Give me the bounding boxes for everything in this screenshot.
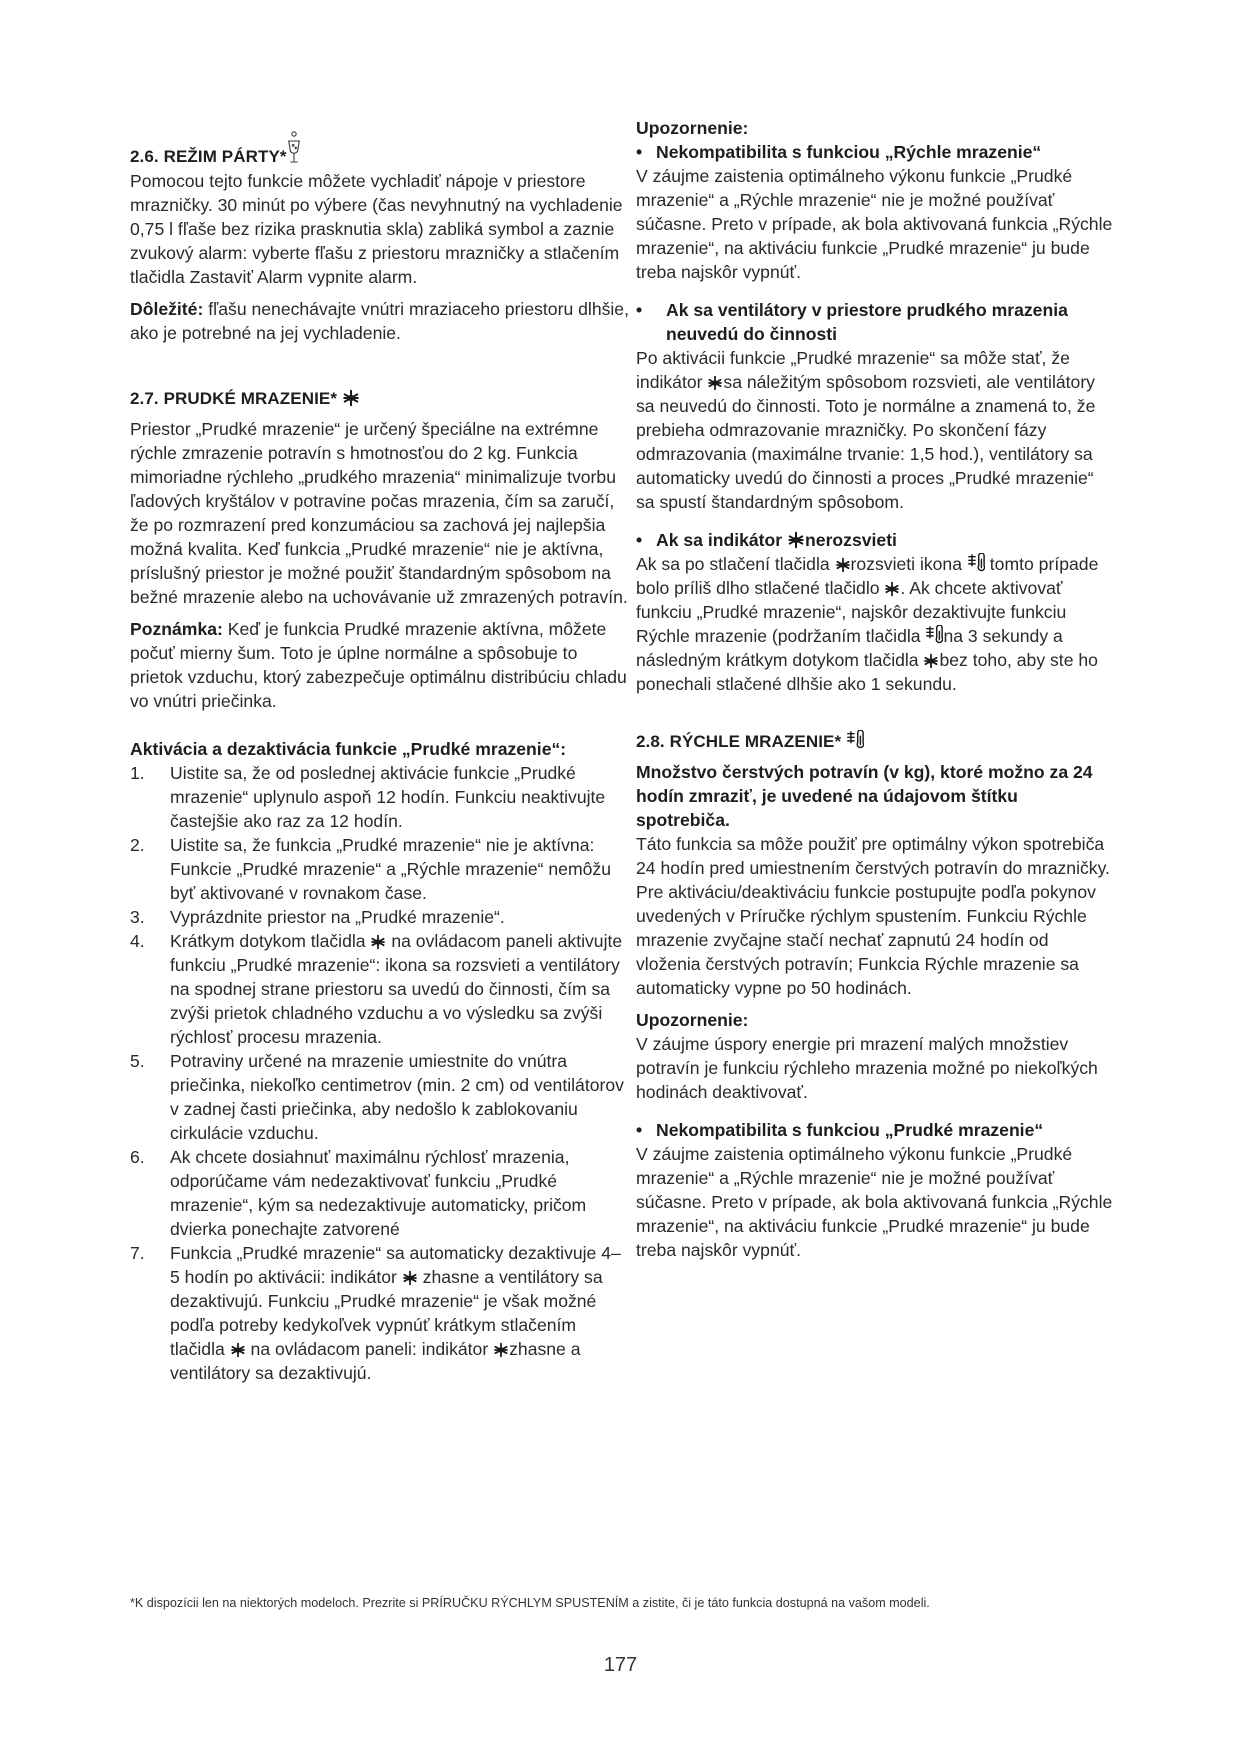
fans-text: Po aktivácii funkcie „Prudké mrazenie“ sa môže stať, že indikátor sa náležitým spôsobom rozsvieti, ale ventilátory sa neuvedú do činnosti. Toto je normálne a znamená to, že prebieha odmrazovanie mrazničky. Po skončení fázy odmrazovania (maximálne trvanie: 1,5 hod.), ventilátory sa automaticky uvedú do činnosti a proces „Prudké mrazenie“ sa spustí štandardným spôsobom. — [636, 348, 1096, 512]
party-glass-icon — [287, 130, 301, 166]
incompat-shock-title: • Nekompatibilita s funkciou „Prudké mrazenie“ — [636, 1120, 1044, 1140]
list-item: 7. Funkcia „Prudké mrazenie“ sa automaticky dezaktivuje 4–5 hodín po aktivácii: indikátor zhasne a ventilátory sa dezaktivujú. Funkciu „Prudké mrazenie“ je však možné podľa potreby kedykoľvek vypnúť krátkym stlačením tlačidla na ovládacom paneli: indikátor zhasne a ventilátory sa dezaktivujú. — [130, 1243, 621, 1383]
snowflake-icon — [370, 934, 386, 950]
snowflake-icon — [787, 531, 805, 549]
right-column — [636, 116, 1116, 1262]
snowflake-icon — [835, 557, 851, 573]
section-heading-party: 2.6. REŽIM PÁRTY* — [130, 130, 630, 169]
list-item: 3. Vyprázdnite priestor na „Prudké mrazenie“. — [130, 907, 505, 927]
section-heading-fast: 2.8. RÝCHLE MRAZENIE* — [636, 730, 1116, 754]
list-item: 5. Potraviny určené na mrazenie umiestnite do vnútra priečinka, niekoľko centimetrov (min. 2 cm) od ventilátorov v zadnej časti priečinka, aby nedošlo k zablokovaniu cirkulácie vzduchu. — [130, 1051, 624, 1143]
shock-note: Poznámka: Keď je funkcia Prudké mrazenie aktívna, môžete počuť mierny šum. Toto je úplne normálne a spôsobuje to prietok vzduchu, ktorý zabezpečuje optimálnu distribúciu chladu vo vnútri priečinka. — [130, 619, 627, 711]
list-item: 1. Uistite sa, že od poslednej aktivácie funkcie „Prudké mrazenie“ uplynulo aspoň 12 hodín. Funkciu neaktivujte častejšie ako raz za 12 hodín. — [130, 763, 606, 831]
fast-body: Táto funkcia sa môže použiť pre optimálny výkon spotrebiča 24 hodín pred umiestnením čerstvých potravín do mrazničky. Pre aktiváciu/deaktiváciu funkcie postupujte podľa pokynov uvedených v Príručke rýchlym spustením. Funkciu Rýchle mrazenie zvyčajne stačí nechať zapnutú 24 hodín od vloženia čerstvých potravín; Funkcia Rýchle mrazenie sa automaticky vypne po 50 hodinách. — [636, 834, 1110, 998]
fast-freeze-icon — [967, 553, 985, 573]
snowflake-icon — [493, 1342, 509, 1358]
snowflake-icon — [342, 389, 360, 407]
section-heading-shock: 2.7. PRUDKÉ MRAZENIE* — [130, 387, 630, 411]
party-important: Dôležité: fľašu nenechávajte vnútri mraziaceho priestoru dlhšie, ako je potrebné na jej vychladenie. — [130, 299, 629, 343]
list-item: 4. Krátkym dotykom tlačidla na ovládacom paneli aktivujte funkciu „Prudké mrazenie“: ikona sa rozsvieti a ventilátory na spodnej strane priestoru sa uvedú do činnosti, čím sa zvýši prietok chladného vzduchu a vo výsledku sa zvýši rýchlosť procesu mrazenia. — [130, 931, 623, 1047]
fast-warning-label: Upozornenie: — [636, 1010, 749, 1030]
shock-body: Priestor „Prudké mrazenie“ je určený špeciálne na extrémne rýchle zmrazenie potravín s hmotnosťou do 2 kg. Funkcia mimoriadne rýchleho „prudkého mrazenia“ minimalizuje tvorbu ľadových kryštálov v potravine počas mrazenia, čím sa zaručí, že po rozmrazení pred konzumáciou sa zachová jej najlepšia možná kvalita. Keď funkcia „Prudké mrazenie“ nie je aktívna, príslušný priestor je možné použiť štandardným spôsobom na bežné mrazenie alebo na uchovávanie už zmrazených potravín. — [130, 419, 628, 607]
fast-freeze-icon — [846, 730, 864, 750]
indicator-text: Ak sa po stlačení tlačidla rozsvieti ikona tomto prípade bolo príliš dlho stlačené tlačidlo . Ak chcete aktivovať funkciu „Prudké mrazenie“, najskôr dezaktivujte funkciu Rýchle mrazenie (podržaním tlačidla na 3 sekundy a následným krátkym dotykom tlačidla bez toho, aby ste ho ponechali stlačené dlhšie ako 1 sekundu. — [636, 554, 1099, 694]
incompat-fast-title: • Nekompatibilita s funkciou „Rýchle mrazenie“ — [636, 142, 1042, 162]
footnote: *K dispozícii len na niektorých modeloch. Prezrite si PRÍRUČKU RÝCHLYM SPUSTENÍM a zistite, či je táto funkcia dostupná na vašom modeli. — [130, 1596, 930, 1610]
list-item: 6. Ak chcete dosiahnuť maximálnu rýchlosť mrazenia, odporúčame vám nedezaktivovať funkciu „Prudké mrazenie“, kým sa nedezaktivuje automaticky, pričom dvierka ponechajte zatvorené — [130, 1147, 587, 1239]
fast-capacity: Množstvo čerstvých potravín (v kg), ktoré možno za 24 hodín zmraziť, je uvedené na údajovom štítku spotrebiča. — [636, 762, 1093, 830]
warning-label: Upozornenie: — [636, 118, 749, 138]
incompat-shock-text: V záujme zaistenia optimálneho výkonu funkcie „Prudké mrazenie“ a „Rýchle mrazenie“ nie je možné používať súčasne. Preto v prípade, ak bola aktivovaná funkcia „Rýchle mrazenie“, na aktiváciu funkcie „Prudké mrazenie“ ju bude treba najskôr vypnúť. — [636, 1144, 1113, 1260]
snowflake-icon — [707, 375, 723, 391]
page-number: 177 — [603, 1654, 638, 1676]
fans-title: • Ak sa ventilátory v priestore prudkého mrazenia neuvedú do činnosti — [636, 300, 1068, 344]
fast-freeze-icon — [925, 625, 943, 645]
snowflake-icon — [230, 1342, 246, 1358]
list-item: 2. Uistite sa, že funkcia „Prudké mrazenie“ nie je aktívna: Funkcie „Prudké mrazenie“ a „Rýchle mrazenie“ nemôžu byť aktivované v rovnakom čase. — [130, 835, 611, 903]
incompat-fast-text: V záujme zaistenia optimálneho výkonu funkcie „Prudké mrazenie“ a „Rýchle mrazenie“ nie je možné používať súčasne. Preto v prípade, ak bola aktivovaná funkcia „Rýchle mrazenie“, na aktiváciu funkcie „Prudké mrazenie“ ju bude treba najskôr vypnúť. — [636, 166, 1113, 282]
party-body: Pomocou tejto funkcie môžete vychladiť nápoje v priestore mrazničky. 30 minút po výbere (čas nevyhnutný na vychladenie 0,75 l fľaše bez rizika prasknutia skla) zabliká symbol a zaznie zvukový alarm: vyberte fľašu z priestoru mrazničky a stlačením tlačidla Zastaviť Alarm vypnite alarm. — [130, 171, 623, 287]
snowflake-icon — [884, 581, 900, 597]
fast-warning-text: V záujme úspory energie pri mrazení malých množstiev potravín je funkciu rýchleho mrazenia možné po niekoľkých hodinách deaktivovať. — [636, 1034, 1098, 1102]
left-column — [130, 118, 630, 1385]
activation-steps — [130, 761, 630, 1385]
activation-title: Aktivácia a dezaktivácia funkcie „Prudké mrazenie“: — [130, 739, 567, 759]
snowflake-icon — [923, 653, 939, 669]
snowflake-icon — [402, 1270, 418, 1286]
indicator-title: • Ak sa indikátor nerozsvieti — [636, 530, 897, 550]
